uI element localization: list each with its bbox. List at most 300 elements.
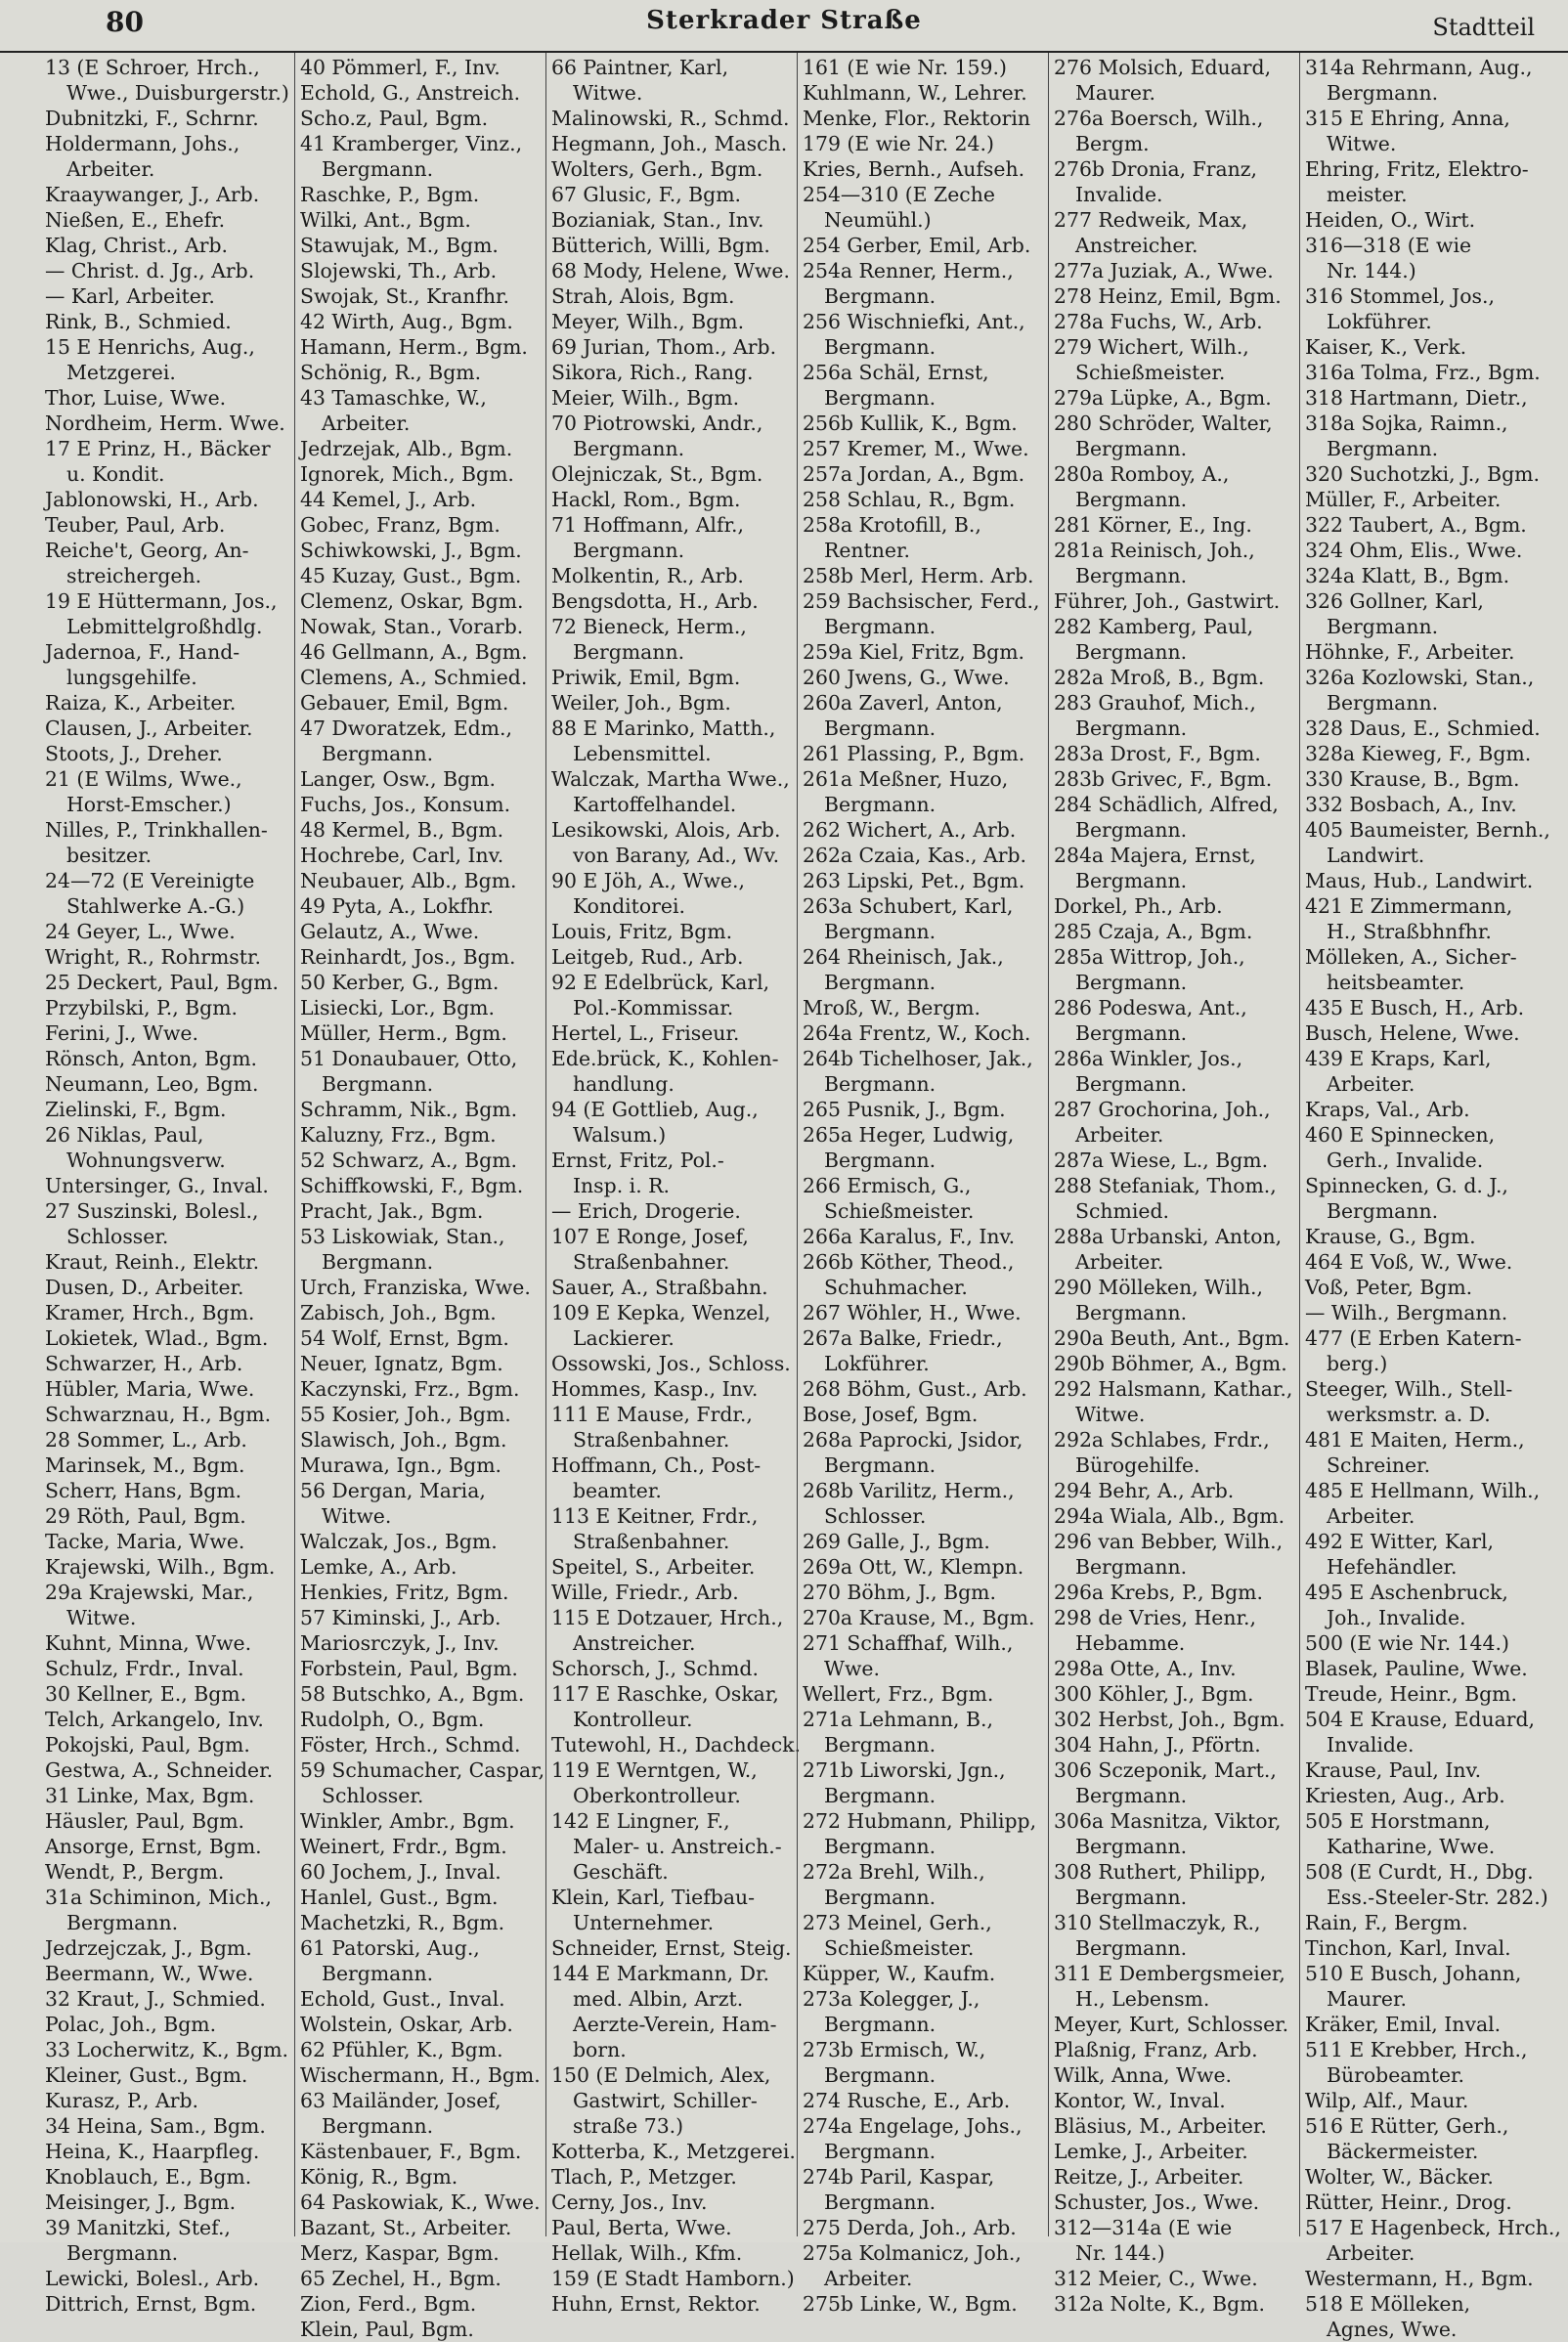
- directory-line: 286a Winkler, Jos.,: [1054, 1047, 1243, 1070]
- directory-line: 258b Merl, Herm. Arb.: [803, 564, 1034, 587]
- directory-line: Louis, Fritz, Bgm.: [551, 920, 733, 943]
- directory-line: 45 Kuzay, Gust., Bgm.: [300, 564, 522, 587]
- directory-line: Jadernoa, F., Hand-: [45, 640, 240, 664]
- directory-line: 287 Grochorina, Joh.,: [1054, 1098, 1271, 1121]
- directory-line: Merz, Kaspar, Bgm.: [300, 2241, 500, 2265]
- directory-line: Echold, Gust., Inval.: [300, 1987, 505, 2011]
- directory-line: Bergmann.: [66, 1911, 179, 1934]
- directory-line: Zabisch, Joh., Bgm.: [300, 1301, 497, 1324]
- directory-line: Bergmann.: [824, 386, 936, 410]
- directory-line: 109 E Kepka, Wenzel,: [551, 1301, 771, 1324]
- directory-line: 179 (E wie Nr. 24.): [803, 132, 994, 155]
- directory-line: 318a Sojka, Raimn.,: [1305, 412, 1508, 435]
- directory-line: 63 Mailänder, Josef,: [300, 2089, 501, 2112]
- directory-line: 256 Wischniefki, Ant.,: [803, 310, 1025, 333]
- directory-line: 310 Stellmaczyk, R.,: [1054, 1911, 1261, 1934]
- directory-line: 29 Röth, Paul, Bgm.: [45, 1504, 246, 1528]
- directory-line: Bergmann.: [824, 1149, 936, 1172]
- directory-line: Kuhnt, Minna, Wwe.: [45, 1631, 252, 1655]
- directory-line: H., Lebensm.: [1075, 1987, 1210, 2011]
- directory-line: 274 Rusche, E., Arb.: [803, 2089, 1011, 2112]
- directory-line: 283b Grivec, F., Bgm.: [1054, 767, 1273, 791]
- directory-line: Anstreicher.: [1075, 234, 1198, 257]
- directory-line: Bergmann.: [1075, 1886, 1188, 1909]
- directory-line: 115 E Dotzauer, Hrch.,: [551, 1606, 784, 1629]
- directory-line: Schwarznau, H., Bgm.: [45, 1403, 272, 1426]
- directory-line: 296a Krebs, P., Bgm.: [1054, 1581, 1263, 1604]
- directory-line: Maurer.: [1327, 1987, 1407, 2011]
- directory-line: 94 (E Gottlieb, Aug.,: [551, 1098, 759, 1121]
- directory-line: 279a Lüpke, A., Bgm.: [1054, 386, 1272, 410]
- directory-line: Schlosser.: [322, 1784, 424, 1807]
- directory-line: 312a Nolte, K., Bgm.: [1054, 2292, 1265, 2316]
- directory-line: 485 E Hellmann, Wilh.,: [1305, 1479, 1541, 1502]
- directory-line: 267a Balke, Friedr.,: [803, 1326, 1003, 1350]
- directory-line: 326a Kozlowski, Stan.,: [1305, 666, 1535, 689]
- directory-line: Jedrzejak, Alb., Bgm.: [300, 437, 513, 460]
- directory-line: 271a Lehmann, B.,: [803, 1708, 993, 1731]
- directory-line: 61 Patorski, Aug.,: [300, 1936, 480, 1960]
- directory-line: Zion, Ferd., Bgm.: [300, 2292, 477, 2316]
- directory-line: 256a Schäl, Ernst,: [803, 361, 989, 384]
- directory-line: 29a Krajewski, Mar.,: [45, 1581, 254, 1604]
- directory-line: — Karl, Arbeiter.: [45, 284, 215, 308]
- directory-line: Wolstein, Oskar, Arb.: [300, 2013, 513, 2036]
- directory-line: Lebensmittel.: [573, 742, 712, 765]
- directory-line: Pokojski, Paul, Bgm.: [45, 1733, 250, 1756]
- directory-line: 285 Czaja, A., Bgm.: [1054, 920, 1253, 943]
- directory-line: Witwe.: [1327, 132, 1397, 155]
- directory-line: 62 Pfühler, K., Bgm.: [300, 2038, 503, 2061]
- directory-line: 439 E Kraps, Karl,: [1305, 1047, 1492, 1070]
- directory-line: Lesikowski, Alois, Arb.: [551, 818, 781, 842]
- directory-line: — Christ. d. Jg., Arb.: [45, 259, 255, 282]
- directory-line: 44 Kemel, J., Arb.: [300, 488, 477, 511]
- directory-line: 508 (E Curdt, H., Dbg.: [1305, 1860, 1534, 1884]
- directory-line: Mroß, W., Bergm.: [803, 996, 980, 1019]
- directory-line: Rütter, Heinr., Drog.: [1305, 2190, 1512, 2214]
- directory-line: Wolters, Gerh., Bgm.: [551, 157, 763, 181]
- directory-line: 27 Suszinski, Bolesl.,: [45, 1199, 259, 1223]
- directory-line: Aerzte-Verein, Ham-: [573, 2013, 777, 2036]
- directory-line: 54 Wolf, Ernst, Bgm.: [300, 1326, 509, 1350]
- directory-line: 32 Kraut, J., Schmied.: [45, 1987, 266, 2011]
- directory-line: Führer, Joh., Gastwirt.: [1054, 589, 1281, 613]
- directory-line: Meier, Wilh., Bgm.: [551, 386, 740, 410]
- directory-line: Bergmann.: [824, 920, 936, 943]
- directory-line: Bergmann.: [824, 971, 936, 994]
- directory-line: 274b Paril, Kaspar,: [803, 2165, 995, 2189]
- directory-line: Bergmann.: [824, 1886, 936, 1909]
- directory-line: Meisinger, J., Bgm.: [45, 2190, 237, 2214]
- directory-line: 46 Gellmann, A., Bgm.: [300, 640, 528, 664]
- directory-line: Bergmann.: [1075, 1835, 1188, 1858]
- directory-line: Spinnecken, G. d. J.,: [1305, 1174, 1508, 1197]
- directory-line: 516 E Rütter, Gerh.,: [1305, 2114, 1509, 2138]
- directory-line: Rink, B., Schmied.: [45, 310, 232, 333]
- directory-line: Dorkel, Ph., Arb.: [1054, 894, 1223, 918]
- directory-line: 52 Schwarz, A., Bgm.: [300, 1149, 518, 1172]
- directory-line: Schorsch, J., Schmd.: [551, 1657, 759, 1680]
- directory-line: Thor, Luise, Wwe.: [45, 386, 227, 410]
- directory-line: 284 Schädlich, Alfred,: [1054, 793, 1279, 816]
- directory-line: Jablonowski, H., Arb.: [45, 488, 259, 511]
- directory-line: Bergmann.: [824, 1453, 936, 1477]
- directory-line: 142 E Lingner, F.,: [551, 1809, 730, 1833]
- directory-line: 304 Hahn, J., Pförtn.: [1054, 1733, 1261, 1756]
- directory-line: Sauer, A., Straßbahn.: [551, 1276, 768, 1299]
- directory-line: Anstreicher.: [573, 1631, 696, 1655]
- directory-line: Krause, G., Bgm.: [1305, 1225, 1476, 1248]
- directory-line: 53 Liskowiak, Stan.,: [300, 1225, 505, 1248]
- directory-line: Paul, Berta, Wwe.: [551, 2216, 732, 2239]
- directory-line: Wilk, Anna, Wwe.: [1054, 2063, 1233, 2087]
- directory-line: 264a Frentz, W., Koch.: [803, 1021, 1031, 1045]
- directory-line: 19 E Hüttermann, Jos.,: [45, 589, 278, 613]
- directory-line: Arbeiter.: [322, 412, 411, 435]
- directory-line: 274a Engelage, Johs.,: [803, 2114, 1023, 2138]
- directory-line: Ferini, J., Wwe.: [45, 1021, 198, 1045]
- directory-line: med. Albin, Arzt.: [573, 1987, 744, 2011]
- directory-line: 256b Kullik, K., Bgm.: [803, 412, 1018, 435]
- directory-line: Scho.z, Paul, Bgm.: [300, 107, 489, 130]
- directory-line: Witwe.: [573, 81, 643, 105]
- directory-line: beamter.: [573, 1479, 662, 1502]
- directory-line: 275 Derda, Joh., Arb.: [803, 2216, 1017, 2239]
- directory-line: Kontrolleur.: [573, 1708, 693, 1731]
- directory-line: 39 Manitzki, Stef.,: [45, 2216, 231, 2239]
- directory-line: handlung.: [573, 1072, 675, 1096]
- directory-line: Heiden, O., Wirt.: [1305, 208, 1476, 232]
- directory-line: 264b Tichelhoser, Jak.,: [803, 1047, 1033, 1070]
- column-1: [43, 53, 294, 2316]
- directory-line: 263 Lipski, Pet., Bgm.: [803, 869, 1025, 892]
- directory-line: Schulz, Frdr., Inval.: [45, 1657, 244, 1680]
- directory-line: Kräker, Emil, Inval.: [1305, 2013, 1502, 2036]
- directory-line: 306 Sczeponik, Mart.,: [1054, 1758, 1277, 1782]
- directory-line: 42 Wirth, Aug., Bgm.: [300, 310, 513, 333]
- directory-line: Bose, Josef, Bgm.: [803, 1403, 979, 1426]
- directory-line: Lebmittelgroßhdlg.: [66, 615, 263, 638]
- directory-line: 161 (E wie Nr. 159.): [803, 56, 1007, 79]
- directory-line: 492 E Witter, Karl,: [1305, 1530, 1494, 1553]
- directory-line: Bergmann.: [66, 2241, 179, 2265]
- directory-line: 312—314a (E wie: [1054, 2216, 1233, 2239]
- directory-line: Schuhmacher.: [824, 1276, 968, 1299]
- directory-line: Lokführer.: [1327, 310, 1432, 333]
- directory-line: 511 E Krebber, Hrch.,: [1305, 2038, 1528, 2061]
- directory-line: Bergmann.: [1075, 716, 1188, 740]
- directory-line: Bergmann.: [824, 1784, 936, 1807]
- directory-line: Forbstein, Paul, Bgm.: [300, 1657, 518, 1680]
- directory-line: 272 Hubmann, Philipp,: [803, 1809, 1037, 1833]
- directory-line: 67 Glusic, F., Bgm.: [551, 183, 742, 206]
- district-label: Stadtteil: [1432, 14, 1535, 41]
- directory-line: Schlosser.: [66, 1225, 169, 1248]
- directory-line: Hanlel, Gust., Bgm.: [300, 1886, 499, 1909]
- directory-line: 268b Varilitz, Herm.,: [803, 1479, 1015, 1502]
- directory-line: von Barany, Ad., Wv.: [573, 844, 780, 867]
- directory-line: Bergmann.: [1327, 1199, 1439, 1223]
- directory-line: Straßenbahner.: [573, 1530, 730, 1553]
- directory-line: 50 Kerber, G., Bgm.: [300, 971, 500, 994]
- directory-line: Bergmann.: [1075, 1301, 1188, 1324]
- directory-line: Bergmann.: [322, 157, 434, 181]
- directory-line: Echold, G., Anstreich.: [300, 81, 521, 105]
- directory-line: berg.): [1327, 1352, 1388, 1375]
- directory-line: Jedrzejczak, J., Bgm.: [45, 1936, 252, 1960]
- directory-line: Bergmann.: [824, 335, 936, 359]
- column-3: [545, 53, 802, 2316]
- directory-line: 68 Mody, Helene, Wwe.: [551, 259, 790, 282]
- directory-line: Treude, Heinr., Bgm.: [1305, 1682, 1517, 1706]
- directory-line: 258a Krotofill, B.,: [803, 513, 981, 537]
- directory-line: 31 Linke, Max, Bgm.: [45, 1784, 255, 1807]
- directory-line: Lemke, J., Arbeiter.: [1054, 2140, 1248, 2163]
- directory-line: 284a Majera, Ernst,: [1054, 844, 1256, 867]
- directory-line: Arbeiter.: [1075, 1250, 1164, 1274]
- directory-line: lungsgehilfe.: [66, 666, 197, 689]
- directory-line: Kaczynski, Frz., Bgm.: [300, 1377, 520, 1401]
- directory-line: Bergmann.: [322, 1962, 434, 1985]
- directory-line: Kuhlmann, W., Lehrer.: [803, 81, 1027, 105]
- directory-line: Rönsch, Anton, Bgm.: [45, 1047, 258, 1070]
- directory-line: Nilles, P., Trinkhallen-: [45, 818, 268, 842]
- directory-line: Walczak, Martha Wwe.,: [551, 767, 790, 791]
- directory-line: 40 Pömmerl, F., Inv.: [300, 56, 501, 79]
- directory-line: Wwe.: [824, 1657, 880, 1680]
- directory-line: Bergmann.: [824, 1835, 936, 1858]
- directory-line: 308 Ruthert, Philipp,: [1054, 1860, 1267, 1884]
- directory-line: 30 Kellner, E., Bgm.: [45, 1682, 247, 1706]
- directory-line: Arbeiter.: [824, 2267, 913, 2290]
- directory-line: Kotterba, K., Metzgerei.: [551, 2140, 796, 2163]
- directory-line: 421 E Zimmermann,: [1305, 894, 1513, 918]
- directory-line: Landwirt.: [1327, 844, 1425, 867]
- directory-line: 332 Bosbach, A., Inv.: [1305, 793, 1517, 816]
- directory-line: 330 Krause, B., Bgm.: [1305, 767, 1520, 791]
- directory-line: Malinowski, R., Schmd.: [551, 107, 790, 130]
- directory-line: Telch, Arkangelo, Inv.: [45, 1708, 264, 1731]
- directory-line: 55 Kosier, Joh., Bgm.: [300, 1403, 511, 1426]
- directory-line: Kästenbauer, F., Bgm.: [300, 2140, 522, 2163]
- directory-line: 312 Meier, C., Wwe.: [1054, 2267, 1258, 2290]
- directory-line: 292a Schlabes, Frdr.,: [1054, 1428, 1270, 1452]
- directory-line: Gebauer, Emil, Bgm.: [300, 691, 509, 715]
- directory-line: Bergmann.: [1075, 869, 1188, 892]
- directory-line: 322 Taubert, A., Bgm.: [1305, 513, 1527, 537]
- directory-line: 25 Deckert, Paul, Bgm.: [45, 971, 280, 994]
- directory-line: Küpper, W., Kaufm.: [803, 1962, 996, 1985]
- directory-line: 88 E Marinko, Matth.,: [551, 716, 776, 740]
- directory-line: Walczak, Jos., Bgm.: [300, 1530, 498, 1553]
- directory-line: Nordheim, Herm. Wwe.: [45, 412, 285, 435]
- directory-line: Menke, Flor., Rektorin: [803, 107, 1031, 130]
- directory-line: Hoffmann, Ch., Post-: [551, 1453, 762, 1477]
- directory-line: 266b Köther, Theod.,: [803, 1250, 1015, 1274]
- directory-line: Bergmann.: [1075, 971, 1188, 994]
- directory-line: 287a Wiese, L., Bgm.: [1054, 1149, 1269, 1172]
- directory-line: Gelautz, A., Wwe.: [300, 920, 480, 943]
- directory-line: Häusler, Paul, Bgm.: [45, 1809, 245, 1833]
- directory-line: 271b Liworski, Jgn.,: [803, 1758, 1006, 1782]
- directory-line: werksmstr. a. D.: [1327, 1403, 1491, 1426]
- directory-line: 288 Stefaniak, Thom.,: [1054, 1174, 1277, 1197]
- directory-line: Bergmann.: [322, 1250, 434, 1274]
- directory-line: Wilki, Ant., Bgm.: [300, 208, 471, 232]
- directory-line: 316—318 (E wie: [1305, 234, 1472, 257]
- directory-line: 464 E Voß, W., Wwe.: [1305, 1250, 1513, 1274]
- directory-line: Urch, Franziska, Wwe.: [300, 1276, 531, 1299]
- directory-line: H., Straßbhnfhr.: [1327, 920, 1492, 943]
- directory-line: 276 Molsich, Eduard,: [1054, 56, 1272, 79]
- directory-line: 34 Heina, Sam., Bgm.: [45, 2114, 266, 2138]
- directory-line: Kraps, Val., Arb.: [1305, 1098, 1470, 1121]
- directory-line: Bozianiak, Stan., Inv.: [551, 208, 764, 232]
- directory-line: born.: [573, 2038, 627, 2061]
- directory-line: Wright, R., Rohrmstr.: [45, 945, 261, 969]
- directory-line: Reitze, J., Arbeiter.: [1054, 2165, 1244, 2189]
- directory-line: Kurasz, P., Arb.: [45, 2089, 199, 2112]
- directory-line: Bergmann.: [1327, 81, 1439, 105]
- directory-line: Molkentin, R., Arb.: [551, 564, 744, 587]
- directory-line: Stawujak, M., Bgm.: [300, 234, 499, 257]
- directory-line: 24—72 (E Vereinigte: [45, 869, 255, 892]
- directory-line: 306a Masnitza, Viktor,: [1054, 1809, 1282, 1833]
- directory-line: Kontor, W., Inval.: [1054, 2089, 1226, 2112]
- directory-line: 311 E Dembergsmeier,: [1054, 1962, 1285, 1985]
- directory-line: 119 E Werntgen, W.,: [551, 1758, 758, 1782]
- directory-line: Arbeiter.: [1327, 1504, 1416, 1528]
- directory-line: Wwe., Duisburgerstr.): [66, 81, 289, 105]
- directory-line: Lemke, A., Arb.: [300, 1555, 457, 1579]
- directory-line: 290a Beuth, Ant., Bgm.: [1054, 1326, 1290, 1350]
- directory-line: 277a Juziak, A., Wwe.: [1054, 259, 1274, 282]
- directory-line: 294a Wiala, Alb., Bgm.: [1054, 1504, 1285, 1528]
- directory-line: Hommes, Kasp., Inv.: [551, 1377, 759, 1401]
- directory-line: Voß, Peter, Bgm.: [1305, 1276, 1473, 1299]
- directory-line: 276a Boersch, Wilh.,: [1054, 107, 1264, 130]
- directory-line: 263a Schubert, Karl,: [803, 894, 1014, 918]
- directory-line: Hochrebe, Carl, Inv.: [300, 844, 504, 867]
- directory-line: Hackl, Rom., Bgm.: [551, 488, 741, 511]
- directory-line: Busch, Helene, Wwe.: [1305, 1021, 1520, 1045]
- directory-line: Winkler, Ambr., Bgm.: [300, 1809, 515, 1833]
- directory-line: Walsum.): [573, 1123, 667, 1147]
- directory-line: 282a Mroß, B., Bgm.: [1054, 666, 1265, 689]
- directory-line: 276b Dronia, Franz,: [1054, 157, 1258, 181]
- directory-line: Horst-Emscher.): [66, 793, 232, 816]
- directory-line: Bergmann.: [322, 742, 434, 765]
- directory-line: Schönig, R., Bgm.: [300, 361, 482, 384]
- directory-line: 49 Pyta, A., Lokfhr.: [300, 894, 494, 918]
- directory-line: Maler- u. Anstreich.-: [573, 1835, 782, 1858]
- directory-line: 92 E Edelbrück, Karl,: [551, 971, 770, 994]
- directory-line: 268 Böhm, Gust., Arb.: [803, 1377, 1027, 1401]
- directory-line: 280a Romboy, A.,: [1054, 462, 1230, 486]
- directory-line: Hamann, Herm., Bgm.: [300, 335, 528, 359]
- directory-line: Bergmann.: [824, 716, 936, 740]
- directory-line: Arbeiter.: [1327, 1072, 1416, 1096]
- directory-line: Wendt, P., Bergm.: [45, 1860, 225, 1884]
- directory-line: 269a Ott, W., Klempn.: [803, 1555, 1024, 1579]
- directory-line: 254a Renner, Herm.,: [803, 259, 1014, 282]
- directory-line: 57 Kiminski, J., Arb.: [300, 1606, 501, 1629]
- directory-line: Swojak, St., Kranfhr.: [300, 284, 510, 308]
- directory-line: 254 Gerber, Emil, Arb.: [803, 234, 1031, 257]
- directory-line: Bäckermeister.: [1327, 2140, 1479, 2163]
- directory-line: Reiche't, Georg, An-: [45, 539, 249, 562]
- directory-line: Clausen, J., Arbeiter.: [45, 716, 253, 740]
- directory-line: Heina, K., Haarpfleg.: [45, 2140, 260, 2163]
- directory-line: Schwarzer, H., Arb.: [45, 1352, 243, 1375]
- directory-line: Müller, F., Arbeiter.: [1305, 488, 1502, 511]
- directory-line: 69 Jurian, Thom., Arb.: [551, 335, 777, 359]
- directory-line: Rentner.: [824, 539, 910, 562]
- directory-line: 56 Dergan, Maria,: [300, 1479, 486, 1502]
- directory-line: Nießen, E., Ehefr.: [45, 208, 226, 232]
- directory-line: 300 Köhler, J., Bgm.: [1054, 1682, 1254, 1706]
- directory-line: 500 (E wie Nr. 144.): [1305, 1631, 1509, 1655]
- directory-line: Bazant, St., Arbeiter.: [300, 2216, 512, 2239]
- directory-line: Plaßnig, Franz, Arb.: [1054, 2038, 1258, 2061]
- directory-line: 58 Butschko, A., Bgm.: [300, 1682, 525, 1706]
- column-5: [1048, 53, 1299, 2316]
- directory-line: 314a Rehrmann, Aug.,: [1305, 56, 1533, 79]
- directory-line: 296 van Bebber, Wilh.,: [1054, 1530, 1284, 1553]
- directory-line: Stahlwerke A.-G.): [66, 894, 245, 918]
- directory-line: 90 E Jöh, A., Wwe.,: [551, 869, 745, 892]
- directory-line: Pol.-Kommissar.: [573, 996, 734, 1019]
- directory-line: Bergmann.: [824, 2140, 936, 2163]
- directory-line: straße 73.): [573, 2114, 684, 2138]
- directory-line: 328 Daus, E., Schmied.: [1305, 716, 1541, 740]
- directory-line: Clemens, A., Schmied.: [300, 666, 528, 689]
- directory-line: Bergmann.: [824, 2190, 936, 2214]
- directory-line: Gerh., Invalide.: [1327, 1149, 1484, 1172]
- directory-line: Blasek, Pauline, Wwe.: [1305, 1657, 1528, 1680]
- directory-line: 264 Rheinisch, Jak.,: [803, 945, 1004, 969]
- directory-line: 283 Grauhof, Mich.,: [1054, 691, 1256, 715]
- directory-line: 481 E Maiten, Herm.,: [1305, 1428, 1525, 1452]
- directory-line: 117 E Raschke, Oskar,: [551, 1682, 779, 1706]
- directory-line: 273a Kolegger, J.,: [803, 1987, 980, 2011]
- directory-line: 286 Podeswa, Ant.,: [1054, 996, 1247, 1019]
- directory-line: Schneider, Ernst, Steig.: [551, 1936, 792, 1960]
- directory-line: 275b Linke, W., Bgm.: [803, 2292, 1018, 2316]
- directory-line: Slawisch, Joh., Bgm.: [300, 1428, 507, 1452]
- directory-line: 316a Tolma, Frz., Bgm.: [1305, 361, 1541, 384]
- directory-line: Kraut, Reinh., Elektr.: [45, 1250, 260, 1274]
- directory-line: Dittrich, Ernst, Bgm.: [45, 2292, 257, 2316]
- directory-line: Bergmann.: [824, 793, 936, 816]
- directory-line: Pracht, Jak., Bgm.: [300, 1199, 484, 1223]
- directory-line: Untersinger, G., Inval.: [45, 1174, 269, 1197]
- directory-line: Speitel, S., Arbeiter.: [551, 1555, 756, 1579]
- directory-line: Arbeiter.: [1075, 1123, 1164, 1147]
- directory-line: Bergmann.: [1327, 437, 1439, 460]
- directory-line: Maus, Hub., Landwirt.: [1305, 869, 1534, 892]
- directory-line: Bengsdotta, H., Arb.: [551, 589, 759, 613]
- directory-line: Agnes, Wwe.: [1327, 2318, 1458, 2341]
- directory-line: 159 (E Stadt Hamborn.): [551, 2267, 795, 2290]
- directory-line: 324a Klatt, B., Bgm.: [1305, 564, 1510, 587]
- directory-line: Gestwa, A., Schneider.: [45, 1758, 274, 1782]
- directory-line: Bergmann.: [824, 284, 936, 308]
- directory-line: 504 E Krause, Eduard,: [1305, 1708, 1536, 1731]
- directory-line: Westermann, H., Bgm.: [1305, 2267, 1534, 2290]
- directory-line: Polac, Joh., Bgm.: [45, 2013, 217, 2036]
